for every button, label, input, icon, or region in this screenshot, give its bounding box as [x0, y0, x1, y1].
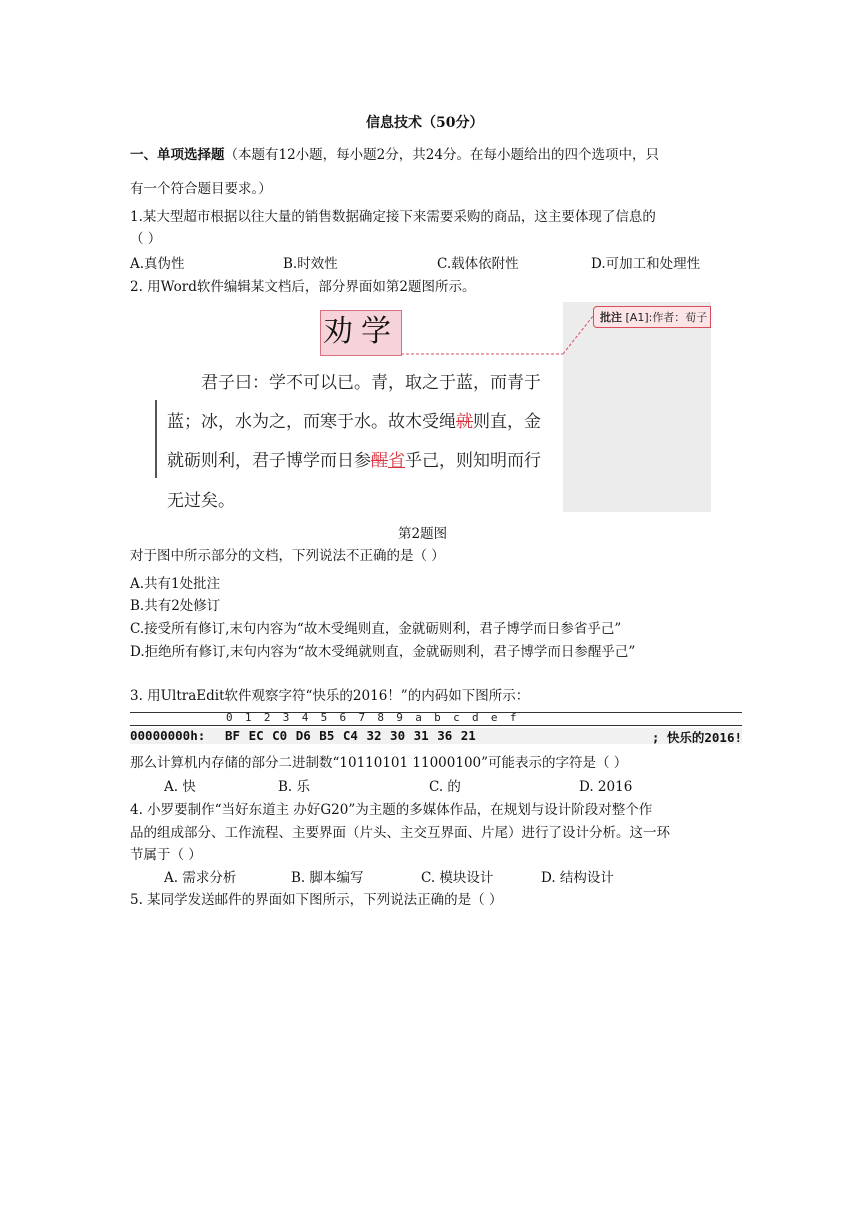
- comment-connector: [155, 302, 711, 512]
- word-figure: [155, 302, 711, 512]
- q1-option-b: B.时效性: [283, 256, 338, 272]
- q4-line-2: 品的组成部分、工作流程、主要界面（片头、主交互界面、片尾）进行了设计分析。这一环: [130, 825, 670, 841]
- doc-line-2: [167, 411, 541, 433]
- q2-stem: 2. 用Word软件编辑某文档后，部分界面如第2题图所示。: [130, 279, 476, 295]
- comment-rest: [A1]:作者：荀子: [625, 311, 708, 324]
- q4-option-c: C. 模块设计: [421, 870, 494, 886]
- q3-option-d: D. 2016: [579, 779, 633, 795]
- q2-option-d: D.拒绝所有修订,末句内容为“故木受绳就则直，金就砺则利，君子博学而日参醒乎己”: [130, 644, 636, 660]
- ue-column-header: 0123456789abcdef: [226, 711, 529, 724]
- comment-label: 批注: [600, 311, 622, 324]
- section-desc-line1: （本题有12小题，每小题2分，共24分。在每小题给出的四个选项中，只: [224, 147, 659, 163]
- ue-hex-bytes: BF EC C0 D6 B5 C4 32 30 31 36 21: [225, 728, 476, 743]
- section-heading-line: [130, 146, 659, 164]
- doc-line-4: 无过矣。: [167, 491, 235, 511]
- section-desc-line2: 有一个符合题目要求。）: [130, 181, 272, 197]
- revision-bar: [155, 400, 157, 478]
- q3-option-a: A. 快: [164, 779, 196, 795]
- q3-stem: 3. 用UltraEdit软件观察字符“快乐的2016！”的内码如下图所示：: [130, 688, 530, 704]
- q4-line-1: 4. 小罗要制作“当好东道主 办好G20”为主题的多媒体作品，在规划与设计阶段对整个作: [130, 802, 653, 818]
- q1-option-d: D.可加工和处理性: [591, 256, 701, 272]
- doc-line-1: 君子曰：学不可以已。青，取之于蓝，而青于: [201, 373, 541, 393]
- q1-stem: 1.某大型超市根据以往大量的销售数据确定接下来需要采购的商品，这主要体现了信息的: [130, 209, 656, 225]
- doc-line-3: [167, 450, 541, 472]
- ue-ascii: ; 快乐的2016!: [651, 730, 742, 745]
- q2-option-c: C.接受所有修订,末句内容为“故木受绳则直，金就砺则利，君子博学而日参省乎己”: [130, 621, 622, 637]
- ue-header-rule: [130, 725, 742, 726]
- doc-title: 劝学: [323, 314, 399, 349]
- q2-option-a: A.共有1处批注: [130, 576, 221, 592]
- q3-option-b: B. 乐: [278, 779, 311, 795]
- q1-option-a: A.真伪性: [130, 256, 185, 272]
- doc-line-3-b: 乎己，则知明而行: [405, 451, 541, 471]
- q1-option-c: C.载体依附性: [437, 256, 519, 272]
- inserted-text: 省: [388, 451, 405, 471]
- deleted-text-1: 就: [456, 412, 473, 432]
- doc-line-2-a: 蓝；冰，水为之，而寒于水。故木受绳: [167, 412, 456, 432]
- comment-balloon: [593, 306, 711, 328]
- q4-option-d: D. 结构设计: [541, 870, 614, 886]
- q5-stem: 5. 某同学发送邮件的界面如下图所示，下列说法正确的是（ ）: [130, 892, 503, 908]
- ultraedit-figure: [130, 712, 742, 748]
- q2-prompt: 对于图中所示部分的文档，下列说法不正确的是（ ）: [130, 548, 445, 564]
- q4-line-3: 节属于（ ）: [130, 847, 202, 863]
- q3-option-c: C. 的: [429, 779, 461, 795]
- q1-blank: （ ）: [130, 231, 162, 247]
- doc-line-3-a: 就砺则利，君子博学而日参: [167, 451, 371, 471]
- page-title: 信息技术（50分）: [366, 115, 484, 131]
- q4-option-a: A. 需求分析: [164, 870, 237, 886]
- figure-caption: 第2题图: [398, 526, 448, 542]
- q2-option-b: B.共有2处修订: [130, 598, 221, 614]
- section-heading: 一、单项选择题: [130, 147, 225, 163]
- q3-prompt: 那么计算机内存储的部分二进制数“10110101 11000100”可能表示的字符是（ ）: [130, 755, 628, 771]
- deleted-text-2: 醒: [371, 451, 388, 471]
- doc-line-2-b: 则直，金: [473, 412, 541, 432]
- q4-option-b: B. 脚本编写: [291, 870, 364, 886]
- ue-address: 00000000h:: [130, 728, 206, 743]
